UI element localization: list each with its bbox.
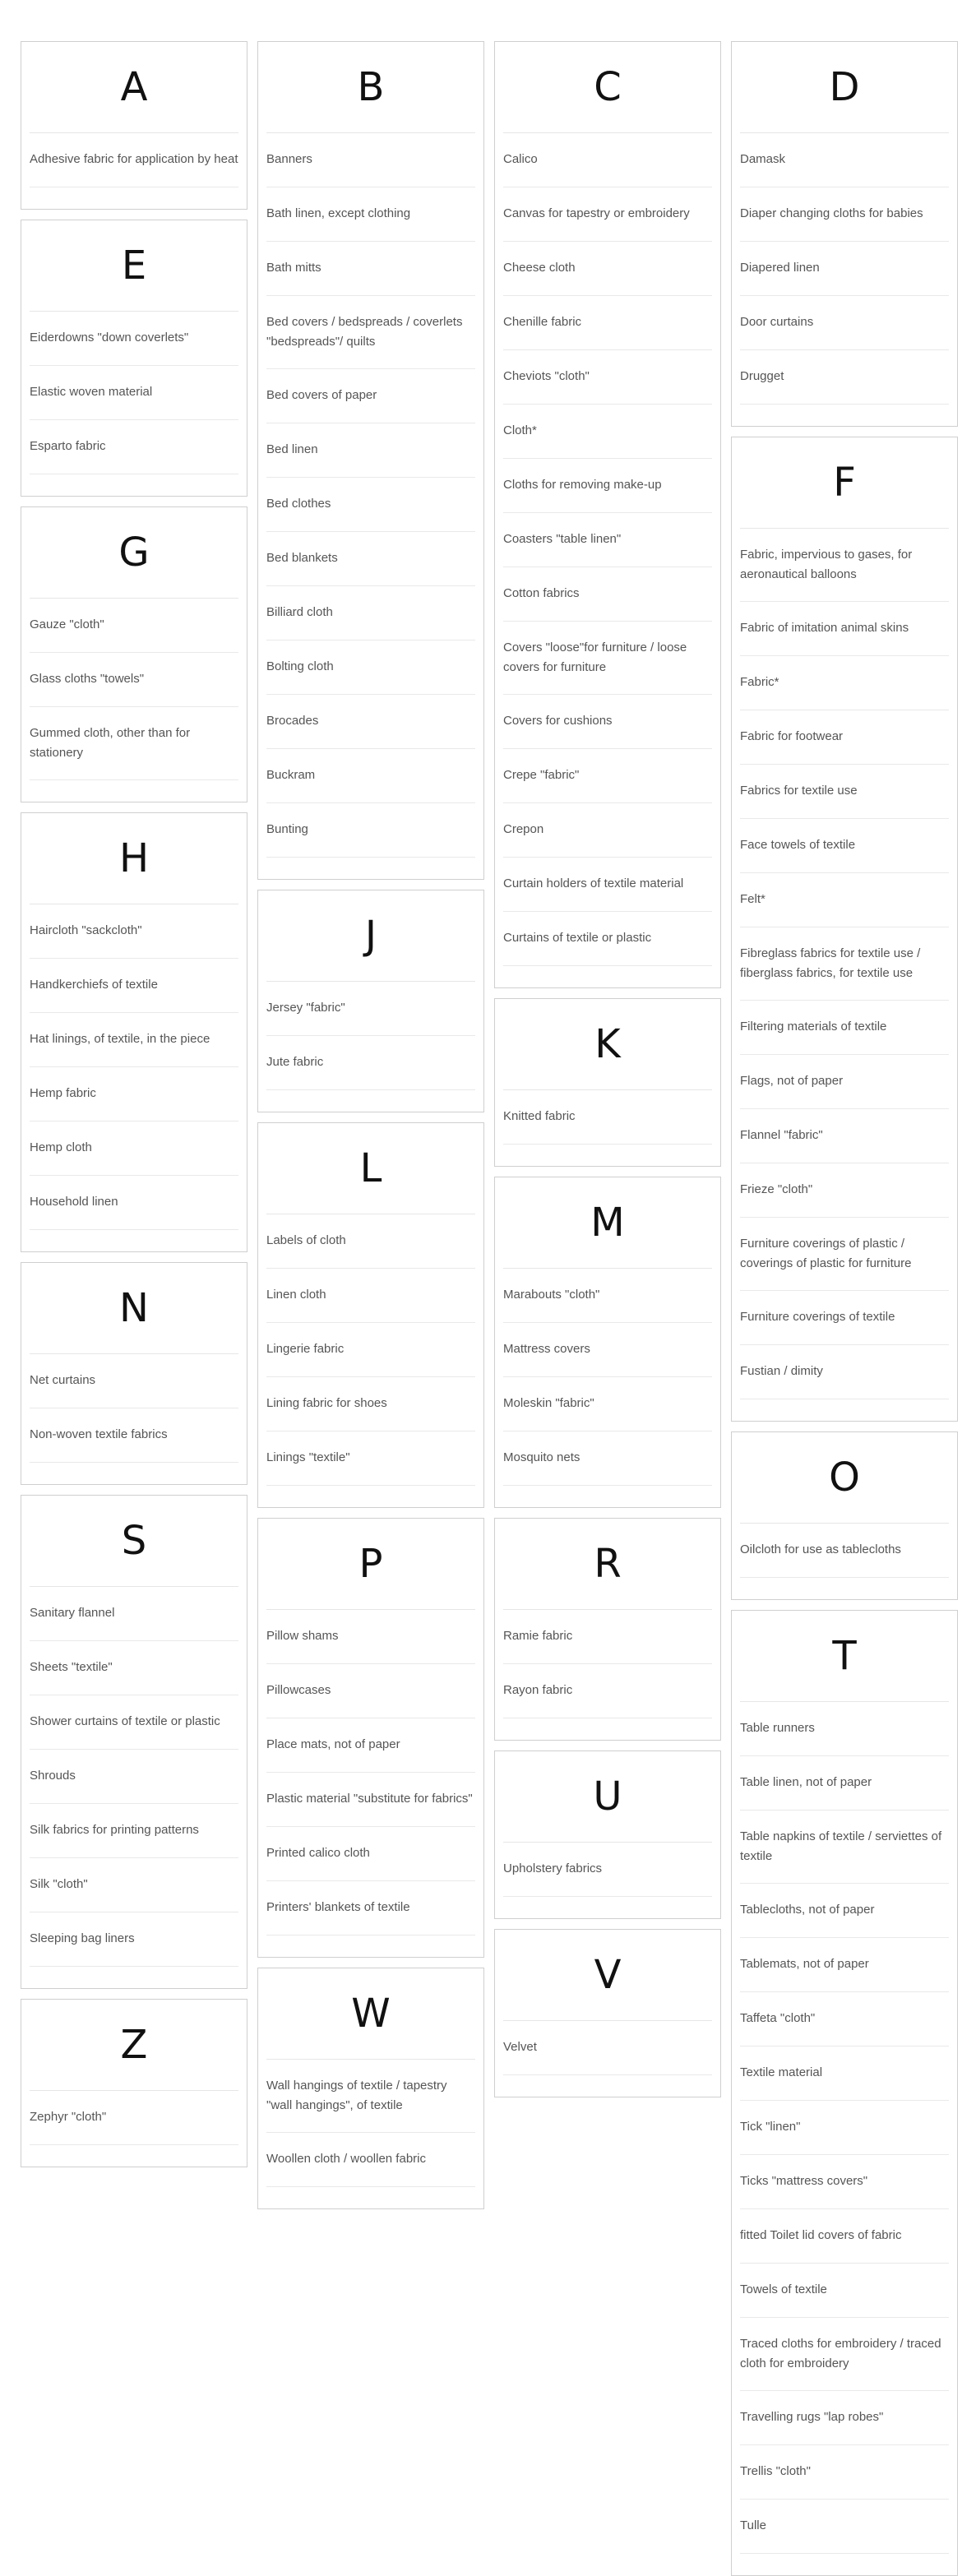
letter-heading: W bbox=[266, 1968, 475, 2060]
term-item: Cheese cloth bbox=[503, 242, 712, 296]
term-item: Fibreglass fabrics for textile use / fiberglass fabrics, for textile use bbox=[740, 927, 949, 1001]
term-item: Hat linings, of textile, in the piece bbox=[30, 1013, 238, 1067]
term-item: Haircloth "sackcloth" bbox=[30, 904, 238, 959]
term-item: Table napkins of textile / serviettes of textile bbox=[740, 1811, 949, 1884]
term-item: Shrouds bbox=[30, 1750, 238, 1804]
term-item: Covers "loose"for furniture / loose covers for furniture bbox=[503, 622, 712, 695]
term-item: Bed blankets bbox=[266, 532, 475, 586]
column bbox=[731, 41, 958, 2576]
term-item: Damask bbox=[740, 133, 949, 187]
letter-card bbox=[21, 506, 247, 802]
letter-heading: S bbox=[30, 1496, 238, 1587]
term-item: Bath linen, except clothing bbox=[266, 187, 475, 242]
term-item: Filtering materials of textile bbox=[740, 1001, 949, 1055]
term-item: Table linen, not of paper bbox=[740, 1756, 949, 1811]
term-item: Silk fabrics for printing patterns bbox=[30, 1804, 238, 1858]
letter-card bbox=[21, 812, 247, 1252]
term-item: Canvas for tapestry or embroidery bbox=[503, 187, 712, 242]
letter-heading: L bbox=[266, 1123, 475, 1214]
letter-card bbox=[731, 1610, 958, 2576]
term-item: Woollen cloth / woollen fabric bbox=[266, 2133, 475, 2187]
term-item: Tablecloths, not of paper bbox=[740, 1884, 949, 1938]
term-item: Non-woven textile fabrics bbox=[30, 1408, 238, 1463]
term-item: Travelling rugs "lap robes" bbox=[740, 2391, 949, 2445]
term-item: Bunting bbox=[266, 803, 475, 858]
column bbox=[494, 41, 721, 2576]
letter-card bbox=[731, 41, 958, 427]
term-item: Buckram bbox=[266, 749, 475, 803]
term-item: Diaper changing cloths for babies bbox=[740, 187, 949, 242]
term-item: Crepon bbox=[503, 803, 712, 858]
term-item: Sheets "textile" bbox=[30, 1641, 238, 1695]
term-item: Handkerchiefs of textile bbox=[30, 959, 238, 1013]
letter-heading: P bbox=[266, 1519, 475, 1610]
term-item: Bed covers of paper bbox=[266, 369, 475, 423]
term-item: Upholstery fabrics bbox=[503, 1843, 712, 1897]
term-item: Cloths for removing make-up bbox=[503, 459, 712, 513]
term-item: Fabrics for textile use bbox=[740, 765, 949, 819]
term-item: Fabric* bbox=[740, 656, 949, 710]
term-list bbox=[21, 133, 247, 209]
term-item: Furniture coverings of plastic / coverings of plastic for furniture bbox=[740, 1218, 949, 1291]
term-list bbox=[21, 599, 247, 802]
term-item: Marabouts "cloth" bbox=[503, 1269, 712, 1323]
letter-card bbox=[21, 220, 247, 497]
letter-heading: T bbox=[740, 1611, 949, 1702]
term-item: Tick "linen" bbox=[740, 2101, 949, 2155]
term-item: Flannel "fabric" bbox=[740, 1109, 949, 1163]
letter-card bbox=[257, 1122, 484, 1508]
term-item: Sanitary flannel bbox=[30, 1587, 238, 1641]
term-item: Banners bbox=[266, 133, 475, 187]
term-item: Printed calico cloth bbox=[266, 1827, 475, 1881]
letter-heading: C bbox=[503, 42, 712, 133]
letter-heading: A bbox=[30, 42, 238, 133]
term-list bbox=[732, 1524, 957, 1599]
letter-heading: J bbox=[266, 890, 475, 982]
term-item: Sleeping bag liners bbox=[30, 1912, 238, 1967]
term-list bbox=[258, 1214, 483, 1507]
letter-card bbox=[21, 1262, 247, 1485]
term-item: Shower curtains of textile or plastic bbox=[30, 1695, 238, 1750]
letter-card bbox=[257, 1968, 484, 2209]
term-item: Flags, not of paper bbox=[740, 1055, 949, 1109]
letter-heading: F bbox=[740, 437, 949, 529]
term-list bbox=[258, 2060, 483, 2208]
term-item: Bed clothes bbox=[266, 478, 475, 532]
term-item: Plastic material "substitute for fabrics" bbox=[266, 1773, 475, 1827]
term-item: Diapered linen bbox=[740, 242, 949, 296]
term-item: Rayon fabric bbox=[503, 1664, 712, 1718]
term-item: Knitted fabric bbox=[503, 1090, 712, 1145]
term-list bbox=[732, 133, 957, 426]
term-item: Cheviots "cloth" bbox=[503, 350, 712, 405]
letter-card bbox=[494, 1929, 721, 2097]
term-item: Crepe "fabric" bbox=[503, 749, 712, 803]
term-list bbox=[21, 2091, 247, 2167]
letter-heading: R bbox=[503, 1519, 712, 1610]
term-item: Tulle bbox=[740, 2500, 949, 2554]
term-list bbox=[258, 982, 483, 1112]
term-list bbox=[21, 904, 247, 1251]
term-item: Fustian / dimity bbox=[740, 1345, 949, 1399]
term-item: Place mats, not of paper bbox=[266, 1718, 475, 1773]
term-item: Face towels of textile bbox=[740, 819, 949, 873]
term-item: Velvet bbox=[503, 2021, 712, 2075]
term-item: Towels of textile bbox=[740, 2264, 949, 2318]
letter-heading: V bbox=[503, 1930, 712, 2021]
term-item: Household linen bbox=[30, 1176, 238, 1230]
term-item: Labels of cloth bbox=[266, 1214, 475, 1269]
term-item: Drugget bbox=[740, 350, 949, 405]
term-item: Wall hangings of textile / tapestry "wall hangings", of textile bbox=[266, 2060, 475, 2133]
term-item: Jersey "fabric" bbox=[266, 982, 475, 1036]
letter-heading: N bbox=[30, 1263, 238, 1354]
letter-card bbox=[21, 1495, 247, 1989]
term-item: Frieze "cloth" bbox=[740, 1163, 949, 1218]
letter-heading: B bbox=[266, 42, 475, 133]
term-list bbox=[495, 133, 720, 987]
letter-card bbox=[494, 41, 721, 988]
letter-card bbox=[257, 890, 484, 1112]
term-item: Textile material bbox=[740, 2046, 949, 2101]
term-item: Jute fabric bbox=[266, 1036, 475, 1090]
term-item: Billiard cloth bbox=[266, 586, 475, 641]
column bbox=[21, 41, 247, 2576]
term-item: Bed linen bbox=[266, 423, 475, 478]
letter-card bbox=[257, 1518, 484, 1958]
term-item: Esparto fabric bbox=[30, 420, 238, 474]
term-item: Linen cloth bbox=[266, 1269, 475, 1323]
term-item: Eiderdowns "down coverlets" bbox=[30, 312, 238, 366]
term-item: Bed covers / bedspreads / coverlets "bedspreads"/ quilts bbox=[266, 296, 475, 369]
letter-heading: G bbox=[30, 507, 238, 599]
term-item: Adhesive fabric for application by heat bbox=[30, 133, 238, 187]
letter-card bbox=[494, 1177, 721, 1508]
term-item: Covers for cushions bbox=[503, 695, 712, 749]
term-item: Bath mitts bbox=[266, 242, 475, 296]
letter-index-grid bbox=[21, 41, 958, 2576]
letter-card bbox=[257, 41, 484, 880]
letter-heading: D bbox=[740, 42, 949, 133]
term-item: Trellis "cloth" bbox=[740, 2445, 949, 2500]
letter-heading: M bbox=[503, 1177, 712, 1269]
term-list bbox=[21, 1354, 247, 1484]
term-item: Printers' blankets of textile bbox=[266, 1881, 475, 1935]
term-list bbox=[732, 529, 957, 1421]
term-list bbox=[21, 312, 247, 496]
letter-card bbox=[21, 41, 247, 210]
term-item: Pillowcases bbox=[266, 1664, 475, 1718]
letter-card bbox=[731, 1431, 958, 1600]
term-item: Taffeta "cloth" bbox=[740, 1992, 949, 2046]
term-item: Silk "cloth" bbox=[30, 1858, 238, 1912]
term-item: Ticks "mattress covers" bbox=[740, 2155, 949, 2209]
term-list bbox=[732, 1702, 957, 2575]
term-item: Fabric of imitation animal skins bbox=[740, 602, 949, 656]
term-item: Lingerie fabric bbox=[266, 1323, 475, 1377]
term-item: Cloth* bbox=[503, 405, 712, 459]
term-item: Mosquito nets bbox=[503, 1431, 712, 1486]
term-item: Curtains of textile or plastic bbox=[503, 912, 712, 966]
letter-card bbox=[494, 998, 721, 1167]
term-item: Coasters "table linen" bbox=[503, 513, 712, 567]
term-list bbox=[495, 1610, 720, 1740]
term-item: Curtain holders of textile material bbox=[503, 858, 712, 912]
term-item: Furniture coverings of textile bbox=[740, 1291, 949, 1345]
term-item: Traced cloths for embroidery / traced cloth for embroidery bbox=[740, 2318, 949, 2391]
term-item: Cotton fabrics bbox=[503, 567, 712, 622]
term-list bbox=[495, 1090, 720, 1166]
term-list bbox=[258, 1610, 483, 1957]
term-item: Chenille fabric bbox=[503, 296, 712, 350]
term-item: Table runners bbox=[740, 1702, 949, 1756]
term-list bbox=[21, 1587, 247, 1988]
letter-heading: O bbox=[740, 1432, 949, 1524]
term-item: Felt* bbox=[740, 873, 949, 927]
term-list bbox=[258, 133, 483, 879]
letter-heading: K bbox=[503, 999, 712, 1090]
term-item: Hemp cloth bbox=[30, 1122, 238, 1176]
letter-card bbox=[731, 437, 958, 1422]
letter-heading: U bbox=[503, 1751, 712, 1843]
term-item: Linings "textile" bbox=[266, 1431, 475, 1486]
letter-heading: E bbox=[30, 220, 238, 312]
letter-card bbox=[494, 1518, 721, 1741]
term-item: Pillow shams bbox=[266, 1610, 475, 1664]
term-list bbox=[495, 1269, 720, 1507]
letter-heading: H bbox=[30, 813, 238, 904]
term-item: Hemp fabric bbox=[30, 1067, 238, 1122]
term-item: Fabric for footwear bbox=[740, 710, 949, 765]
term-item: Fabric, impervious to gases, for aeronautical balloons bbox=[740, 529, 949, 602]
term-item: Gummed cloth, other than for stationery bbox=[30, 707, 238, 780]
term-item: Glass cloths "towels" bbox=[30, 653, 238, 707]
term-item: Moleskin "fabric" bbox=[503, 1377, 712, 1431]
column bbox=[257, 41, 484, 2576]
term-list bbox=[495, 2021, 720, 2097]
term-item: fitted Toilet lid covers of fabric bbox=[740, 2209, 949, 2264]
term-item: Oilcloth for use as tablecloths bbox=[740, 1524, 949, 1578]
term-item: Zephyr "cloth" bbox=[30, 2091, 238, 2145]
letter-card bbox=[21, 1999, 247, 2167]
term-item: Mattress covers bbox=[503, 1323, 712, 1377]
term-item: Gauze "cloth" bbox=[30, 599, 238, 653]
term-item: Calico bbox=[503, 133, 712, 187]
term-item: Net curtains bbox=[30, 1354, 238, 1408]
term-item: Bolting cloth bbox=[266, 641, 475, 695]
term-item: Lining fabric for shoes bbox=[266, 1377, 475, 1431]
term-item: Brocades bbox=[266, 695, 475, 749]
term-item: Tablemats, not of paper bbox=[740, 1938, 949, 1992]
letter-heading: Z bbox=[30, 2000, 238, 2091]
term-item: Door curtains bbox=[740, 296, 949, 350]
term-list bbox=[495, 1843, 720, 1918]
letter-card bbox=[494, 1750, 721, 1919]
term-item: Elastic woven material bbox=[30, 366, 238, 420]
term-item: Ramie fabric bbox=[503, 1610, 712, 1664]
